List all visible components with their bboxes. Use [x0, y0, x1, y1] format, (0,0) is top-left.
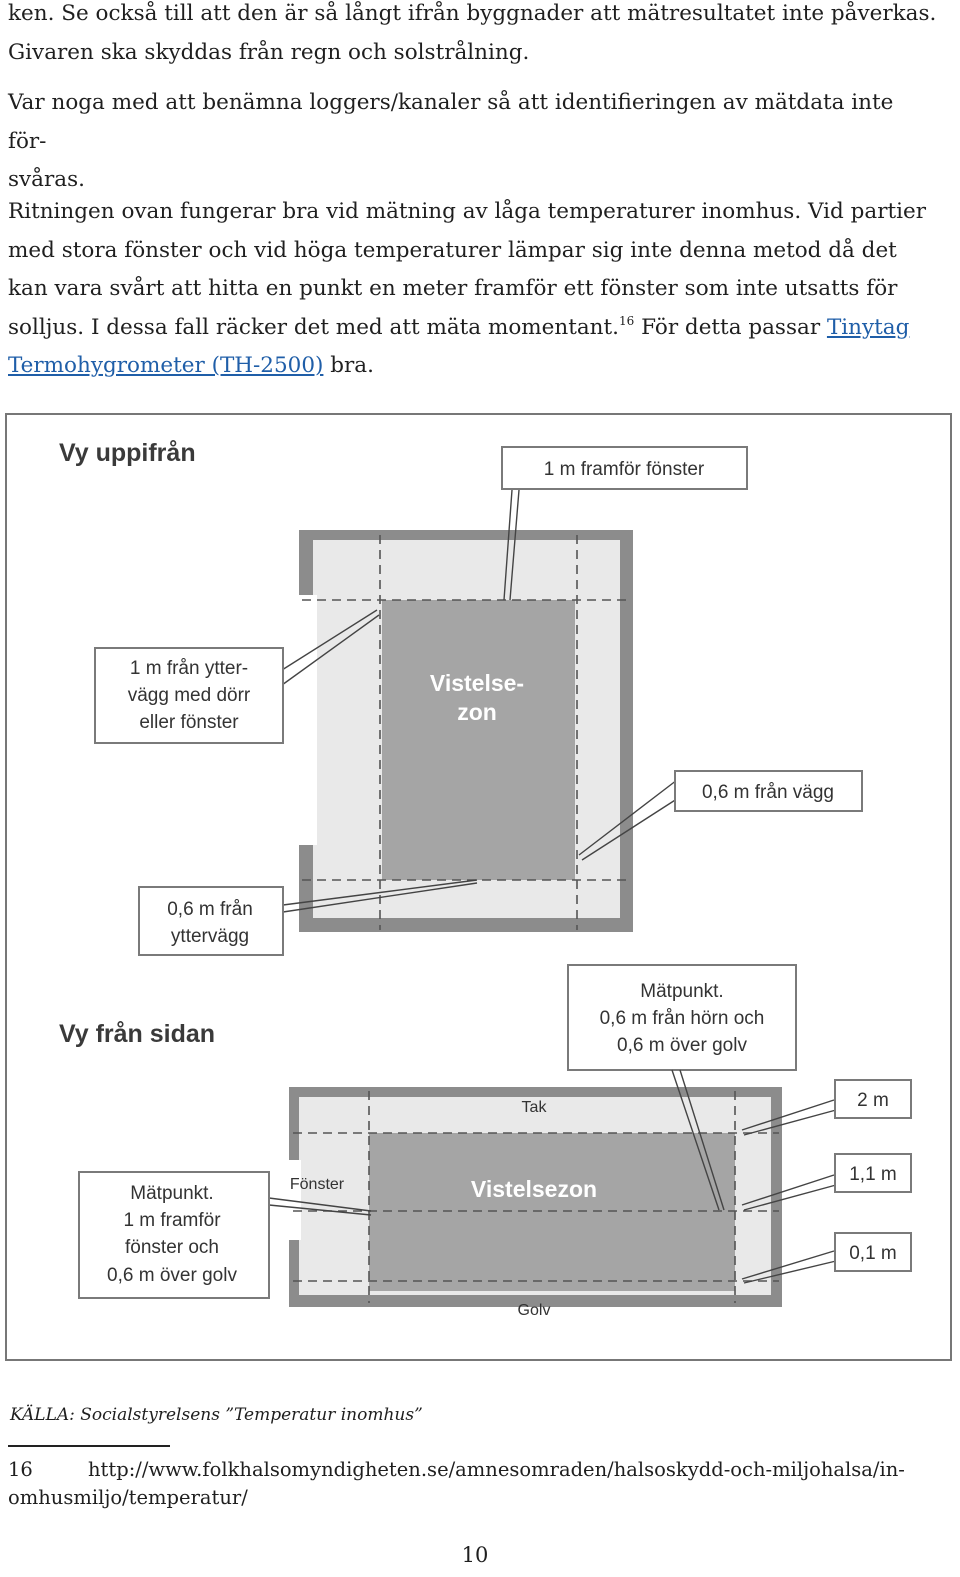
paragraph-3-line-1: Ritningen ovan fungerar bra vid mätning av låga temperaturer inomhus. Vid partier — [8, 199, 926, 224]
tinytag-link-part-1[interactable]: Tinytag — [826, 314, 910, 340]
measure-point-window-line-1: Mätpunkt. — [130, 1183, 214, 1204]
label-06-from-wall: 0,6 m från vägg — [701, 782, 835, 803]
page-number: 10 — [461, 1543, 489, 1567]
paragraph-2 — [8, 84, 938, 200]
footnote-number: 16 — [8, 1458, 33, 1481]
floor-label: Golv — [517, 1302, 551, 1319]
paragraph-1-line-2: Givaren ska skyddas från regn och solstrålning. — [8, 39, 530, 65]
top-view-title: Vy uppifrån — [59, 439, 196, 467]
paragraph-1-line-1: ken. Se också till att den är så långt ifrån byggnader att mätresultatet inte påverkas. — [8, 1, 937, 26]
top-occupancy-zone — [382, 600, 575, 880]
figure-caption: KÄLLA: Socialstyrelsens ”Temperatur inomhus” — [10, 1405, 423, 1425]
top-zone-label-line-1: Vistelse- — [429, 670, 525, 696]
label-1m-outer-wall-line-2: vägg med dörr — [127, 685, 251, 706]
top-wall-opening — [297, 595, 317, 845]
paragraph-3-line-4: solljus. I dessa fall räcker det med att mäta momentant. — [8, 314, 620, 340]
side-zone-label: Vistelsezon — [470, 1176, 598, 1202]
measure-point-corner-line-2: 0,6 m från hörn och — [599, 1008, 765, 1029]
paragraph-3-link-intro: För detta passar — [634, 314, 827, 340]
measure-point-window-line-2: 1 m framför — [123, 1210, 221, 1231]
tinytag-link-part-2[interactable]: Termohygrometer (TH-2500) — [8, 353, 324, 378]
measure-point-window-line-3: fönster och — [125, 1237, 219, 1258]
measure-point-corner-line-1: Mätpunkt. — [640, 981, 724, 1002]
paragraph-3-end: bra. — [323, 353, 374, 378]
window-label: Fönster — [289, 1176, 345, 1193]
footnote-url-line-1[interactable]: http://www.folkhalsomyndigheten.se/amnesomraden/halsoskydd-och-miljohalsa/in- — [88, 1458, 905, 1481]
label-0-1m: 0,1 m — [849, 1243, 897, 1264]
figure-diagram — [7, 415, 952, 1361]
label-06-outer-wall-line-2: yttervägg — [170, 926, 250, 947]
label-1-1m: 1,1 m — [849, 1164, 897, 1185]
paragraph-1 — [8, 0, 938, 72]
side-occupancy-zone — [369, 1133, 735, 1291]
label-06-outer-wall-line-1: 0,6 m från — [167, 899, 253, 920]
paragraph-3 — [8, 193, 938, 386]
side-view-title: Vy från sidan — [59, 1020, 216, 1048]
footnote-url-line-2[interactable]: omhusmiljo/temperatur/ — [8, 1486, 248, 1509]
label-2m: 2 m — [857, 1090, 889, 1111]
room-measurement-figure — [5, 413, 952, 1361]
footnote-reference[interactable]: 16 — [619, 313, 635, 328]
paragraph-3-line-2: med stora fönster och vid höga temperaturer lämpar sig inte denna metod då det — [8, 237, 897, 263]
label-1m-outer-wall-line-1: 1 m från ytter- — [129, 658, 249, 679]
footnote — [8, 1456, 938, 1512]
label-1m-in-front-of-window: 1 m framför fönster — [543, 459, 705, 480]
measure-point-corner-line-3: 0,6 m över golv — [617, 1035, 747, 1056]
paragraph-3-line-3: kan vara svårt att hitta en punkt en meter framför ett fönster som inte utsatts för — [8, 276, 898, 301]
paragraph-2-line-1: Var noga med att benämna loggers/kanaler så att identifieringen av mätdata inte för- — [8, 90, 894, 154]
top-zone-label-line-2: zon — [457, 699, 497, 725]
footnote-divider — [8, 1445, 170, 1447]
paragraph-2-line-2: svåras. — [8, 167, 85, 192]
label-1m-outer-wall-line-3: eller fönster — [139, 712, 239, 733]
ceiling-label: Tak — [521, 1099, 547, 1116]
measure-point-window-line-4: 0,6 m över golv — [107, 1265, 237, 1286]
